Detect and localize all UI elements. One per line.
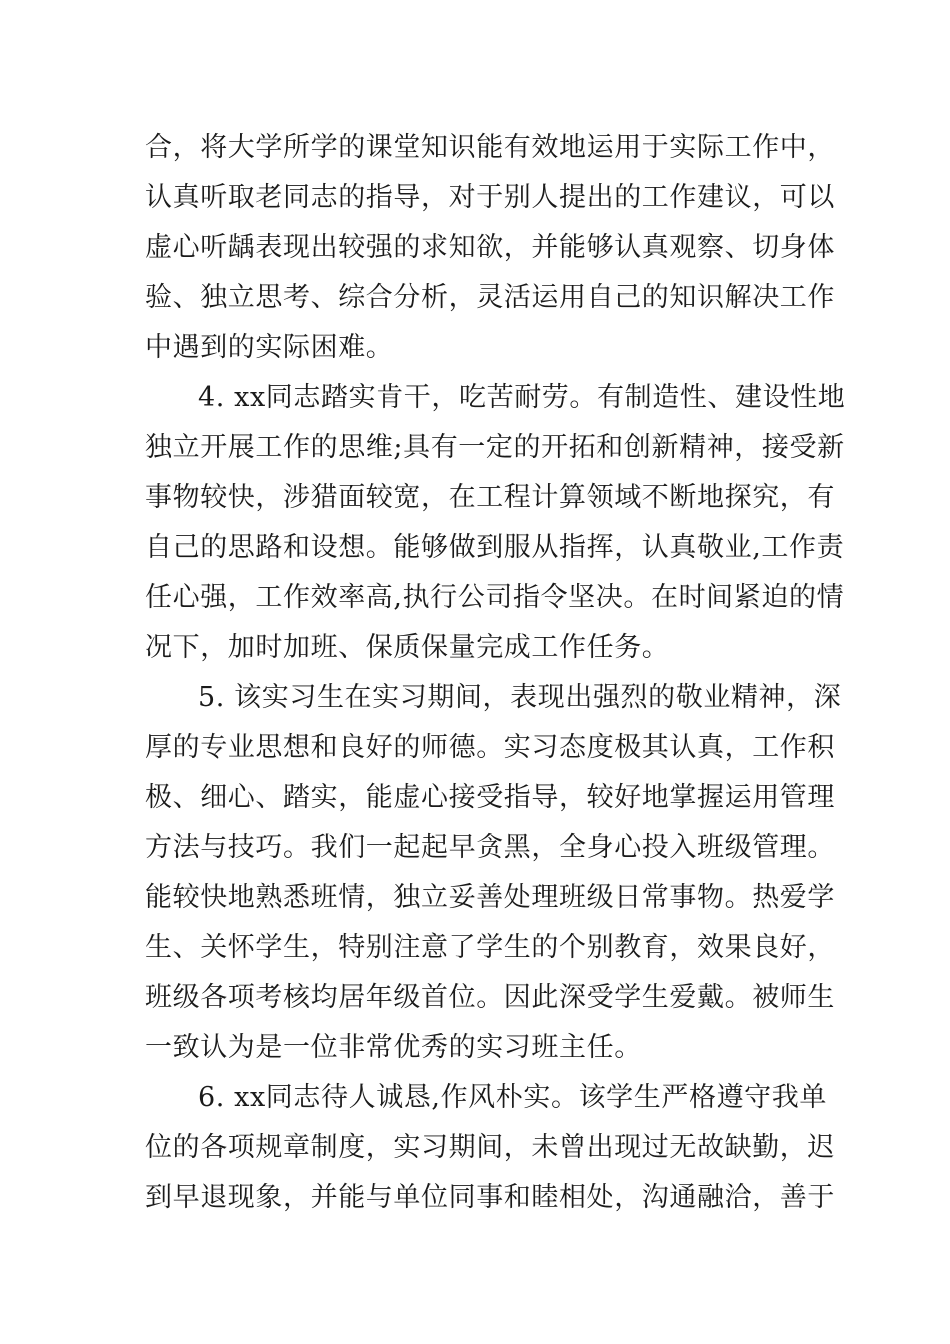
- text-line: 自己的思路和设想。能够做到服从指挥，认真敬业,工作责: [145, 532, 845, 563]
- text-line: 任心强，工作效率高,执行公司指令坚决。在时间紧迫的情: [145, 582, 845, 613]
- text-line: 况下，加时加班、保质保量完成工作任务。: [145, 632, 670, 663]
- text-line: 位的各项规章制度，实习期间，未曾出现过无故缺勤，迟: [145, 1132, 835, 1163]
- text-line: 班级各项考核均居年级首位。因此深受学生爱戴。被师生: [145, 982, 835, 1013]
- text-line: 事物较快，涉猎面较宽，在工程计算领域不断地探究，有: [145, 482, 835, 513]
- text-line: 到早退现象，并能与单位同事和睦相处，沟通融洽，善于: [145, 1182, 835, 1213]
- text-line: 合，将大学所学的课堂知识能有效地运用于实际工作中，: [145, 132, 835, 163]
- text-line: 认真听取老同志的指导，对于别人提出的工作建议，可以: [145, 182, 835, 213]
- paragraph-6-start: 6. xx同志待人诚恳,作风朴实。该学生严格遵守我单: [198, 1082, 827, 1113]
- paragraph-4-start: 4. xx同志踏实肯干，吃苦耐劳。有制造性、建设性地: [198, 382, 846, 413]
- text-line: 厚的专业思想和良好的师德。实习态度极其认真，工作积: [145, 732, 835, 763]
- text-line: 虚心听龋表现出较强的求知欲，并能够认真观察、切身体: [145, 232, 835, 263]
- text-line: 一致认为是一位非常优秀的实习班主任。: [145, 1032, 642, 1063]
- text-line: 极、细心、踏实，能虚心接受指导，较好地掌握运用管理: [145, 782, 835, 813]
- paragraph-5-start: 5. 该实习生在实习期间，表现出强烈的敬业精神，深: [198, 682, 842, 713]
- text-line: 生、关怀学生，特别注意了学生的个别教育，效果良好，: [145, 932, 835, 963]
- text-line: 能较快地熟悉班情，独立妥善处理班级日常事物。热爱学: [145, 882, 835, 913]
- text-line: 验、独立思考、综合分析，灵活运用自己的知识解决工作: [145, 282, 835, 313]
- text-line: 中遇到的实际困难。: [145, 332, 394, 363]
- text-line: 独立开展工作的思维;具有一定的开拓和创新精神，接受新: [145, 432, 845, 463]
- text-line: 方法与技巧。我们一起起早贪黑，全身心投入班级管理。: [145, 832, 835, 863]
